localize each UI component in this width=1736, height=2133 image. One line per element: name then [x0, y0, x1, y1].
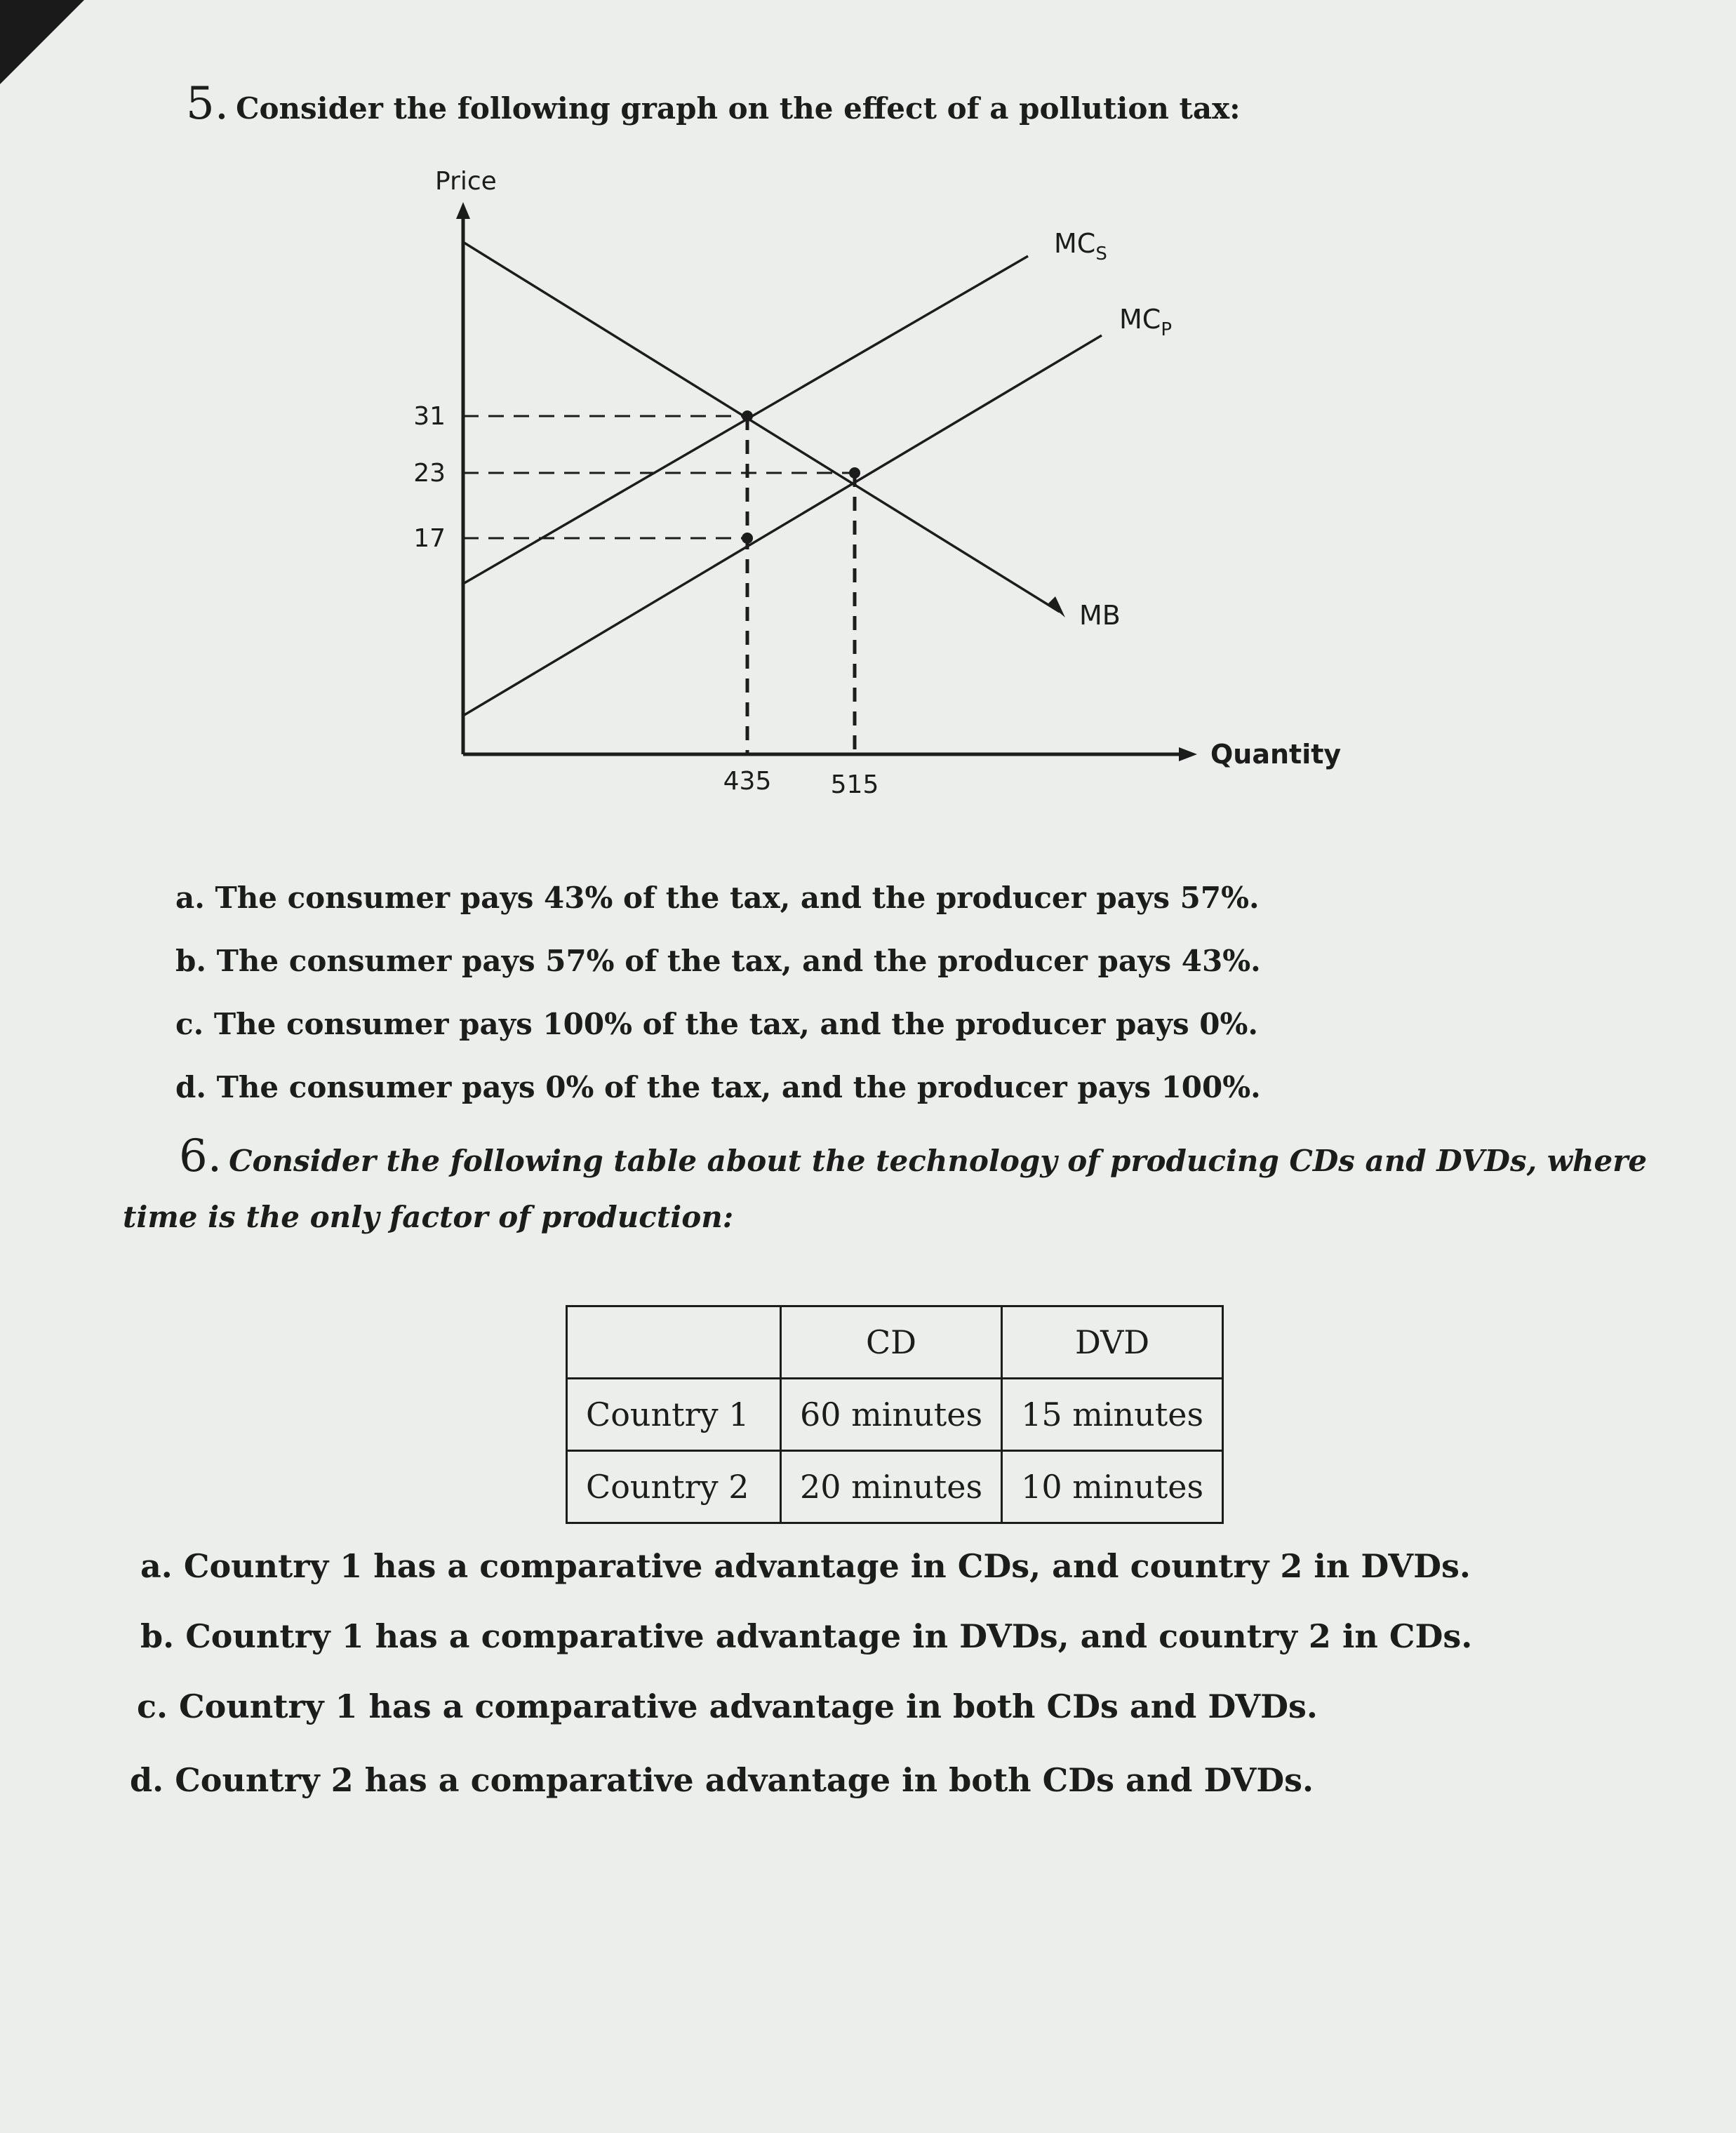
page-corner-shadow [0, 0, 84, 84]
table-header-row [567, 1306, 1223, 1379]
table-row-label: Country 2 [567, 1451, 781, 1523]
technology-table [566, 1305, 1224, 1524]
question-5-number: 5. [186, 78, 229, 130]
table-header-cd: CD [781, 1306, 1002, 1379]
equilibrium-point-private [849, 467, 860, 479]
q5-option-d[interactable]: d. The consumer pays 0% of the tax, and the producer pays 100%. [175, 1070, 1261, 1104]
q6-option-b[interactable]: b. Country 1 has a comparative advantage in DVDs, and country 2 in CDs. [140, 1617, 1473, 1655]
mb-curve [463, 242, 1060, 612]
pollution-tax-graph [393, 154, 1375, 828]
question-6-prompt-line2: time is the only factor of production: [123, 1200, 734, 1234]
question-6-heading [179, 1130, 1647, 1184]
question-6-number: 6. [179, 1130, 222, 1182]
x-axis-arrow [1179, 747, 1197, 761]
table-cell-dvd: 10 minutes [1002, 1451, 1223, 1523]
x-tick-515: 515 [830, 770, 879, 799]
q6-option-a[interactable]: a. Country 1 has a comparative advantage in CDs, and country 2 in DVDs. [140, 1547, 1471, 1585]
y-tick-31: 31 [413, 402, 446, 431]
table-cell-cd: 60 minutes [781, 1379, 1002, 1451]
mb-label: MB [1079, 600, 1121, 631]
y-tick-23: 23 [413, 459, 446, 488]
table-row [567, 1379, 1223, 1451]
q6-option-d[interactable]: d. Country 2 has a comparative advantage in both CDs and DVDs. [130, 1761, 1314, 1799]
question-5-prompt: Consider the following graph on the effect of a pollution tax: [236, 91, 1241, 126]
mcp-curve [463, 335, 1102, 716]
x-tick-435: 435 [723, 767, 772, 796]
q6-option-c[interactable]: c. Country 1 has a comparative advantage in both CDs and DVDs. [137, 1687, 1318, 1725]
x-axis-label: Quantity [1210, 739, 1342, 770]
q5-option-c[interactable]: c. The consumer pays 100% of the tax, and the producer pays 0%. [175, 1007, 1258, 1041]
y-tick-17: 17 [413, 524, 446, 553]
question-5-heading [186, 77, 1241, 131]
table-row-label: Country 1 [567, 1379, 781, 1451]
q5-option-a[interactable]: a. The consumer pays 43% of the tax, and the producer pays 57%. [175, 881, 1260, 915]
mcs-label: $MC_S$ [1054, 228, 1107, 265]
mcp-label: $MC_P$ [1119, 304, 1173, 340]
producer-price-point [742, 533, 753, 544]
table-header-dvd: DVD [1002, 1306, 1223, 1379]
equilibrium-point-social [742, 410, 753, 422]
q5-option-b[interactable]: b. The consumer pays 57% of the tax, and the producer pays 43%. [175, 944, 1261, 978]
table-row [567, 1451, 1223, 1523]
y-axis-arrow [456, 202, 470, 219]
table-cell-dvd: 15 minutes [1002, 1379, 1223, 1451]
question-6-prompt-line1: Consider the following table about the technology of producing CDs and DVDs, where [229, 1144, 1648, 1178]
table-cell-cd: 20 minutes [781, 1451, 1002, 1523]
y-axis-label: Price [435, 167, 497, 196]
table-corner-cell [567, 1306, 781, 1379]
